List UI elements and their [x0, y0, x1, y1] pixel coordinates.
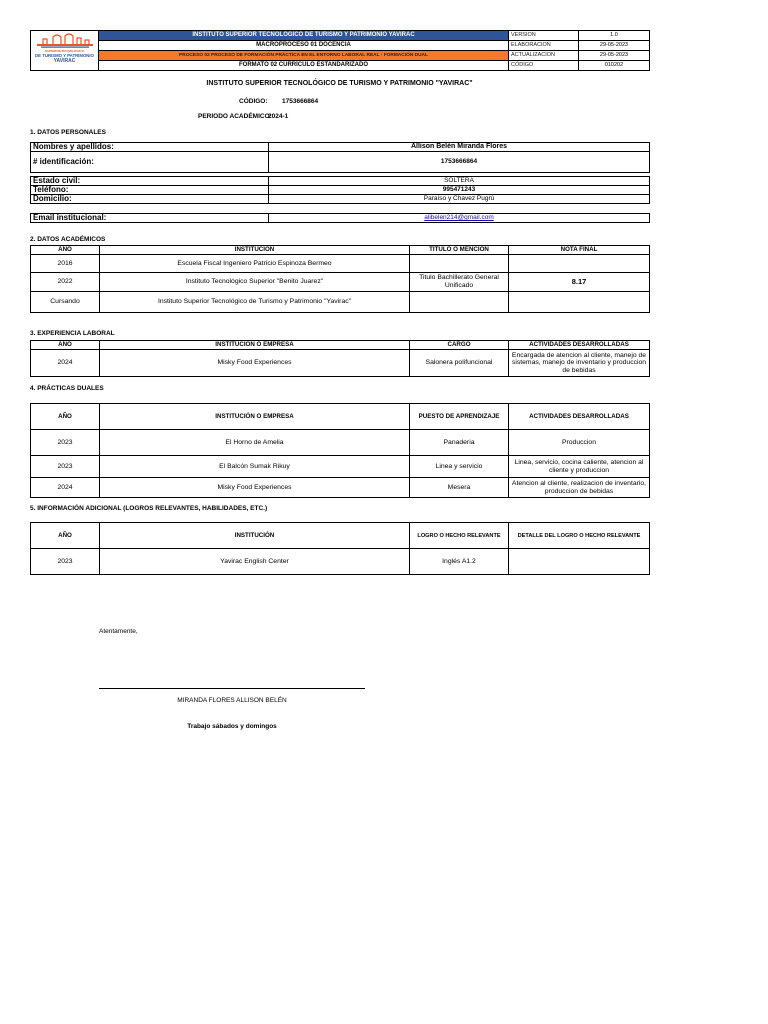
telefono-label: Teléfono:: [31, 186, 269, 195]
header-format: FORMATO 02 CURRÍCULO ESTANDARIZADO: [99, 61, 509, 71]
institute-logo: [31, 33, 98, 69]
section-academic-heading: 2. DATOS ACADÉMICOS: [30, 236, 106, 243]
practices-header-year: AÑO: [31, 404, 100, 430]
academic-header-institution: INSTITUCIÓN: [100, 246, 410, 255]
practices-company: El Balcón Sumak Rikuy: [100, 456, 410, 478]
experience-header-position: CARGO: [410, 341, 509, 350]
salutation: Atentamente,: [99, 628, 138, 635]
practices-table: [30, 403, 650, 498]
practices-company: El Horno de Amelia: [100, 430, 410, 456]
academic-header-title: TITULO O MENCIÓN: [410, 246, 509, 255]
additional-header-achievement: LOGRO O HECHO RELEVANTE: [410, 523, 509, 549]
table-row: [31, 549, 650, 575]
academic-institution: Instituto Superior Tecnológico de Turismo y Patrimonio "Yavirac": [100, 292, 410, 313]
signature-line: [99, 688, 365, 689]
section-experience-heading: 3. EXPERIENCIA LABORAL: [30, 330, 115, 337]
periodo-label: PERIODO ACADÉMICO:: [198, 113, 272, 120]
meta-value-version: 1.0: [579, 31, 650, 41]
academic-grade: [509, 292, 650, 313]
practices-header-role: PUESTO DE APRENDIZAJE: [410, 404, 509, 430]
practices-activities: Linea, servicio, cocina caliente, atencion al cliente y produccion: [509, 456, 650, 478]
logo-line-1: SUPERIOR TECNOLÓGICO: [45, 49, 84, 53]
academic-title: [410, 292, 509, 313]
additional-header-institution: INSTITUCIÓN: [100, 523, 410, 549]
identificacion-label: # identificación:: [31, 152, 269, 173]
logo-line-2: DE TURISMO Y PATRIMONIO: [35, 53, 94, 58]
telefono-value: 995471243: [269, 186, 650, 195]
experience-company: Misky Food Experiences: [100, 350, 410, 377]
section-personal-heading: 1. DATOS PERSONALES: [30, 129, 106, 136]
signature-name: MIRANDA FLORES ALLISON BELÉN: [177, 697, 287, 704]
meta-key-actualizacion: ACTUALIZACION: [509, 51, 579, 61]
academic-grade: [509, 255, 650, 273]
meta-value-elaboracion: 29-05-2023: [579, 41, 650, 51]
academic-title: Titulo Bachillerato General Unificado: [410, 273, 509, 292]
practices-header-company: INSTITUCIÓN O EMPRESA: [100, 404, 410, 430]
header-macroprocess: MACROPROCESO 01 DOCENCIA: [99, 41, 509, 51]
practices-year: 2024: [31, 478, 100, 498]
estado-civil-label: Estado civil:: [31, 177, 269, 186]
experience-header-year: AÑO: [31, 341, 100, 350]
meta-key-version: VERSION: [509, 31, 579, 41]
practices-activities: Atencion al cliente, realizacion de inventario, produccion de bebidas: [509, 478, 650, 498]
academic-header-grade: NOTA FINAL: [509, 246, 650, 255]
meta-value-codigo: 010202: [579, 61, 650, 71]
nombres-label: Nombres y apellidos:: [31, 143, 269, 152]
additional-header-detail: DETALLE DEL LOGRO O HECHO RELEVANTE: [509, 523, 650, 549]
meta-key-elaboracion: ELABORACION: [509, 41, 579, 51]
document-header: [30, 30, 650, 71]
table-row: [31, 255, 650, 273]
practices-activities: Produccion: [509, 430, 650, 456]
additional-detail: [509, 549, 650, 575]
logo-cell: [31, 31, 99, 71]
section-practices-heading: 4. PRÁCTICAS DUALES: [30, 385, 104, 392]
academic-year: Cursando: [31, 292, 100, 313]
academic-year: 2016: [31, 255, 100, 273]
domicilio-label: Domicilio:: [31, 195, 269, 204]
table-row: [31, 350, 650, 377]
practices-year: 2023: [31, 430, 100, 456]
personal-data-table: [30, 142, 650, 223]
practices-header-activities: ACTIVIDADES DESARROLLADAS: [509, 404, 650, 430]
experience-position: Salonera polifuncional: [410, 350, 509, 377]
practices-role: Mesera: [410, 478, 509, 498]
additional-table: [30, 522, 650, 575]
table-row: [31, 273, 650, 292]
document-title: INSTITUTO SUPERIOR TECNOLÓGICO DE TURISMO Y PATRIMONIO "YAVIRAC": [206, 80, 473, 87]
availability-note: Trabajo sábados y domingos: [187, 723, 277, 730]
codigo-label: CÓDIGO:: [239, 98, 268, 105]
additional-achievement: Inglés A1.2: [410, 549, 509, 575]
building-icon: [35, 33, 95, 49]
academic-institution: Instituto Tecnológico Superior "Benito Juarez": [100, 273, 410, 292]
additional-header-year: AÑO: [31, 523, 100, 549]
practices-role: Panaderia: [410, 430, 509, 456]
practices-year: 2023: [31, 456, 100, 478]
email-label: Email institucional:: [31, 214, 269, 223]
nombres-value: Allison Belén Miranda Flores: [269, 143, 650, 152]
logo-line-3: YAVIRAC: [53, 58, 76, 64]
header-process: PROCESO 02 PROCESO DE FORMACIÓN PRÁCTICA EN EL ENTORNO LABORAL REAL - FORMACIÓN DUAL: [99, 51, 509, 61]
table-row: [31, 478, 650, 498]
table-row: [31, 292, 650, 313]
experience-activities: Encargada de atencion al cliente, manejo de sistemas, manejo de inventario y produccion de bebidas: [509, 350, 650, 377]
estado-civil-value: SOLTERA: [269, 177, 650, 186]
table-row: [31, 456, 650, 478]
academic-table: [30, 245, 650, 313]
email-link[interactable]: alibelen214@gmail.com: [424, 214, 494, 221]
additional-institution: Yavirac English Center: [100, 549, 410, 575]
additional-year: 2023: [31, 549, 100, 575]
meta-key-codigo: CÓDIGO: [509, 61, 579, 71]
codigo-value: 1753666864: [282, 98, 319, 105]
meta-value-actualizacion: 29-05-2023: [579, 51, 650, 61]
practices-role: Linea y servicio: [410, 456, 509, 478]
academic-institution: Escuela Fiscal Ingeniero Patricio Espinoza Bermeo: [100, 255, 410, 273]
header-institute: INSTITUTO SUPERIOR TECNOLÓGICO DE TURISMO Y PATRIMONIO YAVIRAC: [99, 31, 509, 41]
experience-year: 2024: [31, 350, 100, 377]
table-row: [31, 430, 650, 456]
experience-header-company: INSTITUCIÓN O EMPRESA: [100, 341, 410, 350]
academic-header-year: AÑO: [31, 246, 100, 255]
academic-grade: 8.17: [509, 273, 650, 292]
experience-table: [30, 340, 650, 377]
academic-year: 2022: [31, 273, 100, 292]
experience-header-activities: ACTIVIDADES DESARROLLADAS: [509, 341, 650, 350]
section-additional-heading: 5. INFORMACIÓN ADICIONAL (LOGROS RELEVANTES, HABILIDADES, ETC.): [30, 505, 268, 512]
practices-company: Misky Food Experiences: [100, 478, 410, 498]
periodo-value: 2024-1: [268, 113, 289, 120]
academic-title: [410, 255, 509, 273]
identificacion-value: 1753666864: [269, 152, 650, 173]
email-value-cell: [269, 214, 650, 223]
domicilio-value: Paraíso y Chavez Pugrú: [269, 195, 650, 204]
